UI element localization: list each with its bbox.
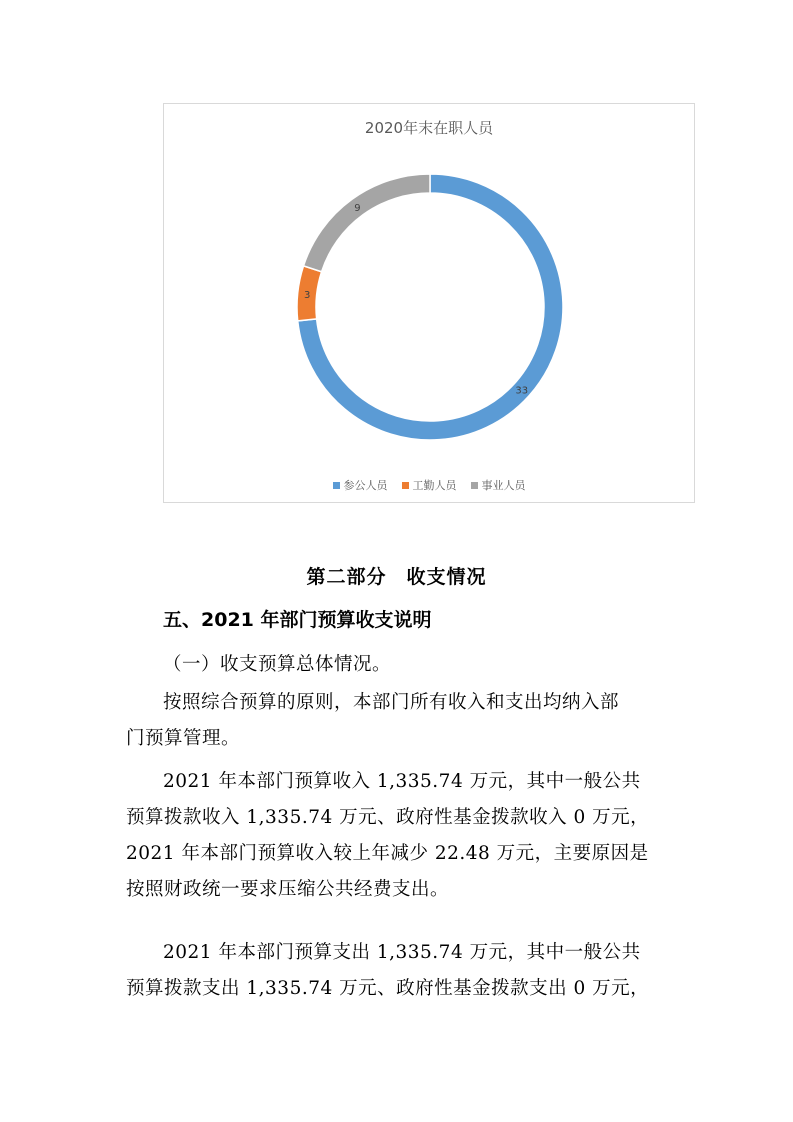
para2-line2: 预算拨款收入 1,335.74 万元、政府性基金拨款收入 0 万元，	[126, 807, 650, 828]
legend-swatch	[333, 482, 340, 489]
chart-container	[163, 103, 695, 503]
legend-item	[471, 477, 526, 493]
legend-item	[402, 477, 457, 493]
heading: 五、2021 年部门预算收支说明	[163, 609, 432, 631]
section-title: 第二部分 收支情况	[306, 566, 487, 588]
legend-swatch	[471, 482, 478, 489]
para2-line4: 按照财政统一要求压缩公共经费支出。	[126, 879, 450, 900]
legend-label: 参公人员	[343, 479, 388, 492]
chart-title: 2020年末在职人员	[364, 119, 494, 137]
para2-line3: 2021 年本部门预算收入较上年减少 22.48 万元，主要原因是	[126, 843, 649, 864]
paragraph-2	[126, 764, 683, 908]
para2-line1: 2021 年本部门预算收入 1,335.74 万元，其中一般公共	[163, 771, 641, 792]
legend-label: 工勤人员	[412, 479, 457, 492]
data-label-2: 3	[303, 290, 311, 302]
legend-item	[333, 477, 388, 493]
legend-swatch	[402, 482, 409, 489]
para3-line1: 2021 年本部门预算支出 1,335.74 万元，其中一般公共	[163, 942, 641, 963]
data-label-3: 9	[354, 203, 361, 215]
chart-legend	[164, 477, 694, 493]
para3-line2: 预算拨款支出 1,335.74 万元、政府性基金拨款支出 0 万元，	[126, 978, 650, 999]
donut-chart	[164, 104, 696, 504]
donut-slice-3	[304, 174, 430, 272]
subheading: （一）收支预算总体情况。	[163, 654, 392, 675]
paragraph-3	[126, 935, 683, 1007]
paragraph-1	[126, 685, 683, 757]
data-label-1: 33	[515, 385, 529, 397]
para1-line1: 按照综合预算的原则，本部门所有收入和支出均纳入部	[163, 692, 620, 713]
legend-label: 事业人员	[481, 479, 526, 492]
para1-line2: 门预算管理。	[126, 728, 241, 749]
